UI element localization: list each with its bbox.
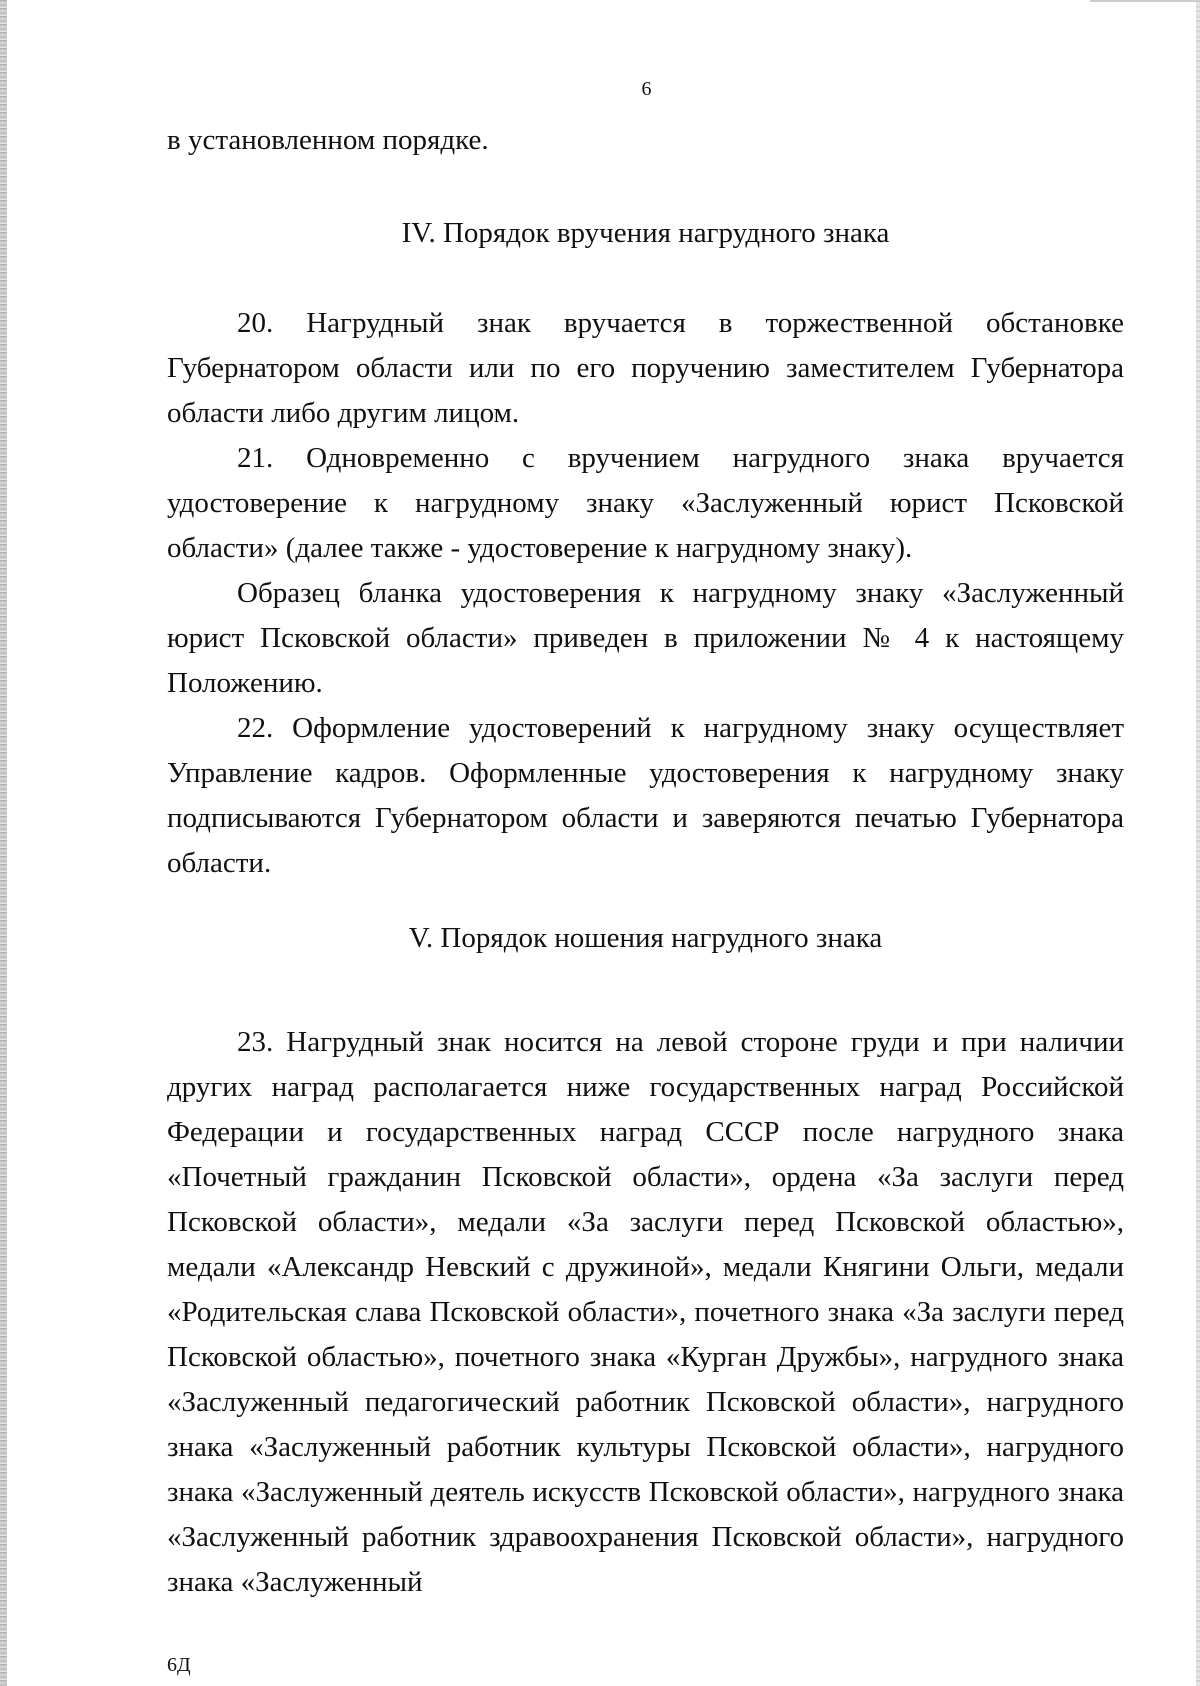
paragraph-continuation: в установленном порядке. bbox=[167, 124, 489, 156]
section-5-title: V. Порядок ношения нагрудного знака bbox=[408, 922, 883, 954]
paragraph-22: 22. Оформление удостоверений к нагрудному знаку осуществляет Управление кадров. Оформленные удостоверения к нагрудному знаку подписываются Губернатором области и заверяются печатью Губернатора области. bbox=[167, 712, 1124, 879]
section-4-title: IV. Порядок вручения нагрудного знака bbox=[401, 217, 890, 249]
paragraph-21-sample: Образец бланка удостоверения к нагрудному знаку «Заслуженный юрист Псковской области» приведен в приложении № 4 к настоящему Положению. bbox=[167, 577, 1124, 699]
scan-edge-top bbox=[1090, 0, 1200, 2]
paragraph-20: 20. Нагрудный знак вручается в торжественной обстановке Губернатором области или по его поручению заместителем Губернатора области либо другим лицом. bbox=[167, 307, 1124, 429]
scan-edge-left bbox=[0, 0, 7, 1686]
paragraph-23: 23. Нагрудный знак носится на левой стороне груди и при наличии других наград располагается ниже государственных наград Российской Федерации и государственных наград СССР после нагрудного знака «Почетный гражданин Псковской области», ордена «За заслуги перед Псковской области», медали «За заслуги перед Псковской областью», медали «Александр Невский с дружиной», медали Княгини Ольги, медали «Родительская слава Псковской области», почетного знака «За заслуги перед Псковской областью», почетного знака «Курган Дружбы», нагрудного знака «Заслуженный педагогический работник Псковской области», нагрудного знака «Заслуженный работник культуры Псковской области», нагрудного знака «Заслуженный деятель искусств Псковской области», нагрудного знака «Заслуженный работник здравоохранения Псковской области», нагрудного знака «Заслуженный bbox=[167, 1026, 1124, 1598]
footer-code: 6Д bbox=[167, 1654, 191, 1676]
scan-edge-right bbox=[1196, 0, 1200, 1686]
page-number: 6 bbox=[641, 78, 652, 100]
paragraph-21: 21. Одновременно с вручением нагрудного знака вручается удостоверение к нагрудному знаку «Заслуженный юрист Псковской области» (далее также - удостоверение к нагрудному знаку). bbox=[167, 442, 1124, 564]
